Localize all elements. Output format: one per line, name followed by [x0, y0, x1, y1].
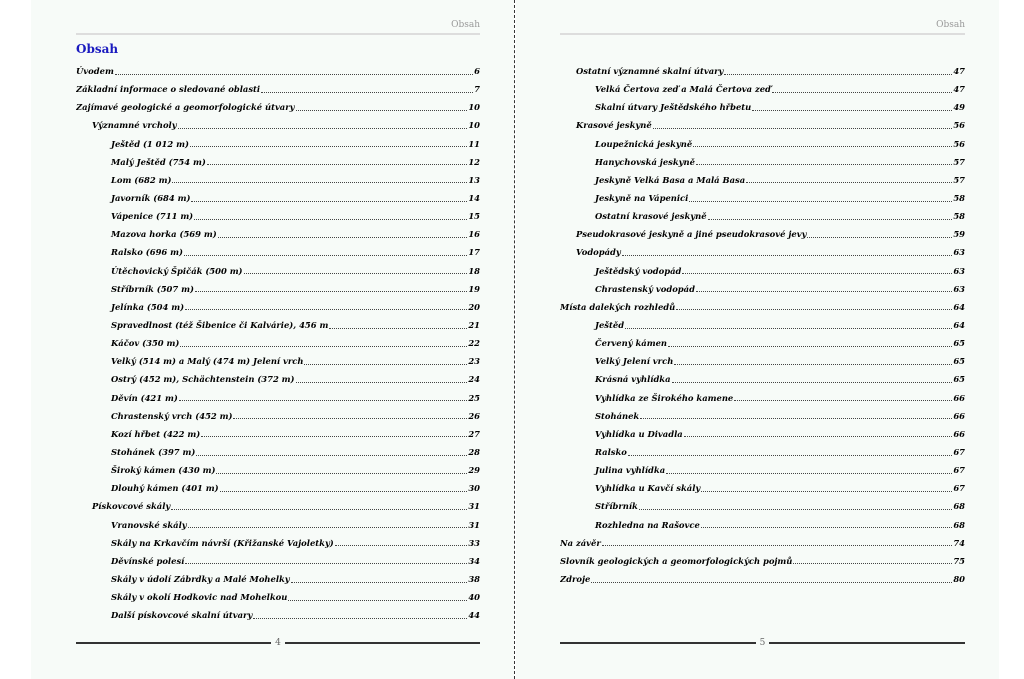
toc-entry-title: Skály v okolí Hodkovic nad Mohelkou [111, 592, 288, 603]
footer-rule [285, 642, 480, 644]
dot-leader [216, 473, 467, 474]
toc-entry[interactable] [76, 316, 480, 334]
toc-entry[interactable] [76, 280, 480, 298]
toc-entry[interactable] [560, 316, 965, 334]
toc-entry-title: Stohánek [595, 410, 640, 421]
toc-entry-page: 21 [468, 320, 480, 331]
toc-entry-page: 27 [468, 428, 480, 439]
toc-entry[interactable] [76, 171, 480, 189]
dot-leader [179, 400, 468, 401]
dot-leader [653, 128, 953, 129]
dot-leader [701, 491, 952, 492]
toc-entry[interactable] [560, 98, 965, 116]
dot-leader [296, 110, 468, 111]
toc-entry[interactable] [76, 443, 480, 461]
toc-entry-page: 68 [953, 519, 965, 530]
toc-entry-page: 6 [474, 66, 480, 77]
toc-entry[interactable] [560, 153, 965, 171]
dot-leader [261, 92, 473, 93]
dot-leader [201, 436, 467, 437]
toc-list [76, 62, 480, 624]
dot-leader [288, 600, 467, 601]
toc-entry-page: 24 [468, 374, 480, 385]
dot-leader [602, 545, 953, 546]
toc-entry-title: Ostatní krasové jeskyně [595, 211, 707, 222]
toc-entry[interactable] [560, 62, 965, 80]
toc-entry-page: 68 [953, 501, 965, 512]
toc-entry[interactable] [560, 80, 965, 98]
toc-entry-page: 56 [953, 138, 965, 149]
toc-entry-page: 44 [468, 610, 480, 621]
toc-entry-title: Vyhlídka u Kavčí skály [595, 483, 701, 494]
toc-entry-title: Ralsko [595, 447, 627, 458]
dot-leader [682, 273, 952, 274]
dot-leader [296, 382, 468, 383]
toc-entry-page: 40 [468, 592, 480, 603]
footer-rule [76, 642, 271, 644]
toc-entry-page: 65 [953, 338, 965, 349]
toc-entry-page: 34 [468, 555, 480, 566]
toc-entry-title: Slovník geologických a geomorfologických pojmů [560, 555, 793, 566]
toc-entry[interactable] [76, 461, 480, 479]
toc-entry-title: Chrastenský vrch (452 m) [111, 410, 233, 421]
dot-leader [220, 491, 468, 492]
toc-entry[interactable] [76, 534, 480, 552]
dot-leader [178, 128, 468, 129]
toc-entry[interactable] [76, 80, 480, 98]
toc-entry-title: Vodopády [576, 247, 621, 258]
dot-leader [684, 436, 953, 437]
toc-entry-page: 57 [953, 156, 965, 167]
toc-entry[interactable] [560, 516, 965, 534]
toc-entry[interactable] [560, 116, 965, 134]
dot-leader [640, 418, 952, 419]
toc-entry-title: Ještěd [595, 320, 625, 331]
toc-entry-title: Mazova horka (569 m) [111, 229, 217, 240]
toc-entry-page: 58 [953, 193, 965, 204]
dot-leader [672, 382, 953, 383]
toc-entry-title: Ještědský vodopád [595, 265, 682, 276]
toc-entry-title: Krasové jeskyně [576, 120, 652, 131]
toc-entry-page: 65 [953, 356, 965, 367]
toc-entry-page: 58 [953, 211, 965, 222]
toc-entry-title: Skály v údolí Zábrdky a Malé Mohelky [111, 574, 290, 584]
dot-leader [195, 291, 467, 292]
toc-entry-title: Ostrý (452 m), Schächtenstein (372 m) [111, 374, 295, 385]
toc-entry[interactable] [560, 370, 965, 388]
toc-entry-title: Velký (514 m) a Malý (474 m) Jelení vrch [111, 356, 304, 367]
toc-entry[interactable] [76, 243, 480, 261]
toc-entry-title: Vápenice (711 m) [111, 211, 194, 222]
toc-list [560, 62, 965, 588]
toc-entry-page: 10 [468, 102, 480, 113]
dot-leader [772, 92, 952, 93]
toc-entry[interactable] [560, 497, 965, 515]
toc-entry[interactable] [76, 606, 480, 624]
toc-entry-page: 13 [468, 174, 480, 185]
toc-entry[interactable] [76, 207, 480, 225]
dot-leader [591, 582, 952, 583]
toc-entry-page: 75 [953, 555, 965, 566]
toc-entry-title: Hanychovská jeskyně [595, 156, 695, 167]
toc-entry[interactable] [76, 425, 480, 443]
toc-entry-page: 63 [953, 247, 965, 258]
page-number: 4 [275, 638, 281, 648]
dot-leader [666, 473, 952, 474]
toc-entry-title: Loupežnická jeskyně [595, 138, 693, 149]
toc-entry-title: Široký kámen (430 m) [111, 465, 216, 476]
toc-entry-title: Rozhledna na Rašovce [595, 519, 700, 530]
dot-leader [696, 291, 952, 292]
toc-entry[interactable] [560, 479, 965, 497]
toc-entry-title: Lom (682 m) [111, 174, 172, 185]
toc-entry-page: 20 [468, 301, 480, 312]
toc-entry-page: 63 [953, 283, 965, 294]
dot-leader [115, 74, 473, 75]
dot-leader [172, 182, 467, 183]
toc-entry-page: 66 [953, 428, 965, 439]
dot-leader [171, 509, 467, 510]
toc-entry[interactable] [76, 552, 480, 570]
toc-entry-page: 15 [468, 211, 480, 222]
dot-leader [622, 255, 953, 256]
dot-leader [676, 309, 952, 310]
toc-entry[interactable] [76, 262, 480, 280]
dot-leader [329, 328, 467, 329]
toc-entry[interactable] [76, 62, 480, 80]
page-footer [76, 637, 480, 649]
toc-entry-page: 17 [468, 247, 480, 258]
toc-entry-page: 56 [953, 120, 965, 131]
toc-entry[interactable] [76, 407, 480, 425]
toc-entry[interactable] [560, 443, 965, 461]
dot-leader [304, 364, 467, 365]
toc-entry-title: Vyhlídka ze Širokého kamene [595, 392, 734, 403]
toc-entry-title: Javorník (684 m) [111, 193, 191, 204]
toc-entry-page: 22 [468, 338, 480, 349]
toc-entry-page: 10 [468, 120, 480, 131]
toc-entry-page: 31 [468, 519, 480, 530]
dot-leader [244, 273, 468, 274]
toc-entry-page: 38 [468, 574, 480, 584]
toc-heading: Obsah [76, 42, 119, 56]
toc-entry-title: Děvín (421 m) [111, 392, 178, 403]
dot-leader [233, 418, 467, 419]
toc-entry-page: 47 [953, 66, 965, 77]
toc-entry[interactable] [560, 425, 965, 443]
dot-leader [639, 509, 952, 510]
toc-entry-page: 64 [953, 320, 965, 331]
dot-leader [674, 364, 952, 365]
toc-entry[interactable] [560, 570, 965, 588]
toc-entry-title: Spravedlnost (též Šibenice či Kalvárie), 456 m [111, 320, 329, 331]
page-divider [514, 0, 515, 679]
dot-leader [752, 110, 952, 111]
toc-entry-page: 14 [468, 193, 480, 204]
toc-entry[interactable] [76, 116, 480, 134]
toc-entry-title: Jelínka (504 m) [111, 301, 185, 312]
dot-leader [746, 182, 952, 183]
toc-entry-page: 65 [953, 374, 965, 385]
toc-entry-title: Skalní útvary Ještědského hřbetu [595, 102, 752, 113]
toc-entry[interactable] [560, 352, 965, 370]
page-number: 5 [759, 638, 766, 648]
toc-entry[interactable] [560, 135, 965, 153]
dot-leader [708, 219, 953, 220]
toc-entry-title: Ralsko (696 m) [111, 247, 183, 258]
running-header: Obsah [451, 20, 480, 30]
toc-entry-page: 63 [953, 265, 965, 276]
toc-entry[interactable] [76, 516, 480, 534]
toc-entry[interactable] [560, 534, 965, 552]
toc-entry-title: Na závěr [560, 537, 601, 548]
toc-entry-page: 11 [468, 138, 480, 149]
toc-entry-page: 80 [953, 574, 965, 584]
toc-entry[interactable] [76, 98, 480, 116]
dot-leader [335, 545, 468, 546]
toc-entry-page: 66 [953, 410, 965, 421]
dot-leader [196, 455, 467, 456]
dot-leader [188, 527, 468, 528]
dot-leader [807, 237, 952, 238]
toc-entry[interactable] [560, 171, 965, 189]
toc-entry-title: Červený kámen [595, 338, 667, 349]
toc-entry-title: Káčov (350 m) [111, 338, 180, 349]
toc-entry-title: Krásná vyhlídka [595, 374, 671, 385]
dot-leader [291, 582, 468, 583]
left-page [31, 0, 514, 679]
dot-leader [184, 255, 467, 256]
toc-entry-title: Místa dalekých rozhledů [560, 301, 676, 312]
dot-leader [191, 201, 467, 202]
toc-entry-page: 30 [468, 483, 480, 494]
dot-leader [180, 346, 467, 347]
toc-entry-page: 19 [468, 283, 480, 294]
toc-entry[interactable] [560, 225, 965, 243]
toc-entry-page: 12 [468, 156, 480, 167]
dot-leader [625, 328, 952, 329]
toc-entry-title: Pískovcové skály [92, 501, 171, 512]
toc-entry[interactable] [560, 298, 965, 316]
dot-leader [668, 346, 952, 347]
toc-entry[interactable] [560, 207, 965, 225]
toc-entry-page: 29 [468, 465, 480, 476]
toc-entry-title: Ostatní významné skalní útvary [576, 66, 724, 77]
toc-entry-page: 26 [468, 410, 480, 421]
toc-entry-page: 28 [468, 447, 480, 458]
toc-entry[interactable] [76, 298, 480, 316]
toc-entry-title: Základní informace o sledované oblasti [76, 84, 261, 95]
toc-entry-page: 67 [953, 465, 965, 476]
footer-rule [769, 642, 965, 644]
dot-leader [253, 618, 467, 619]
footer-rule [560, 642, 756, 644]
toc-entry[interactable] [560, 552, 965, 570]
dot-leader [194, 219, 467, 220]
toc-entry-title: Dlouhý kámen (401 m) [111, 483, 219, 494]
toc-entry-title: Stříbrník (507 m) [111, 283, 194, 294]
toc-entry-title: Vyhlídka u Divadla [595, 428, 683, 439]
toc-entry-page: 49 [953, 102, 965, 113]
toc-entry[interactable] [76, 588, 480, 606]
dot-leader [185, 309, 467, 310]
dot-leader [696, 164, 952, 165]
toc-entry-title: Ještěd (1 012 m) [111, 138, 189, 149]
toc-entry-page: 57 [953, 174, 965, 185]
toc-entry-page: 64 [953, 301, 965, 312]
toc-entry-title: Útěchovický Špičák (500 m) [111, 265, 243, 276]
dot-leader [693, 146, 952, 147]
toc-entry-page: 25 [468, 392, 480, 403]
dot-leader [793, 563, 952, 564]
dot-leader [724, 74, 952, 75]
toc-entry-page: 23 [468, 356, 480, 367]
toc-entry-title: Vranovské skály [111, 519, 187, 530]
dot-leader [185, 563, 467, 564]
toc-entry-title: Úvodem [76, 66, 114, 77]
toc-entry-title: Velký Jelení vrch [595, 356, 674, 367]
dot-leader [218, 237, 468, 238]
toc-entry[interactable] [560, 262, 965, 280]
toc-entry-title: Velká Čertova zeď a Malá Čertova zeď [595, 84, 771, 95]
toc-entry-title: Další pískovcové skalní útvary [111, 610, 253, 621]
toc-entry-title: Děvínské polesí [111, 555, 185, 566]
page-footer [560, 637, 965, 649]
toc-entry-title: Zajímavé geologické a geomorfologické útvary [76, 102, 295, 113]
toc-entry-title: Kozí hřbet (422 m) [111, 428, 201, 439]
toc-entry-title: Jeskyně Velká Basa a Malá Basa [595, 174, 746, 185]
toc-entry[interactable] [76, 225, 480, 243]
toc-entry-page: 7 [474, 84, 480, 95]
toc-entry[interactable] [76, 479, 480, 497]
toc-entry[interactable] [76, 153, 480, 171]
toc-entry-title: Jeskyně na Vápenici [595, 193, 689, 204]
toc-entry[interactable] [560, 189, 965, 207]
toc-entry[interactable] [76, 352, 480, 370]
dot-leader [207, 164, 468, 165]
toc-entry[interactable] [76, 389, 480, 407]
toc-entry[interactable] [76, 135, 480, 153]
toc-entry-page: 67 [953, 447, 965, 458]
header-rule [560, 33, 965, 35]
toc-entry[interactable] [76, 189, 480, 207]
toc-entry[interactable] [560, 461, 965, 479]
toc-entry-title: Stohánek (397 m) [111, 447, 196, 458]
toc-entry-page: 16 [468, 229, 480, 240]
toc-entry-title: Významné vrcholy [92, 120, 177, 131]
toc-entry[interactable] [560, 407, 965, 425]
toc-entry-page: 67 [953, 483, 965, 494]
right-page [516, 0, 999, 679]
toc-entry[interactable] [76, 497, 480, 515]
toc-entry[interactable] [560, 243, 965, 261]
dot-leader [701, 527, 953, 528]
toc-entry-page: 47 [953, 84, 965, 95]
header-rule [76, 33, 480, 35]
toc-entry-title: Zdroje [560, 574, 591, 584]
toc-entry[interactable] [76, 570, 480, 588]
toc-entry[interactable] [76, 334, 480, 352]
toc-entry-title: Stříbrník [595, 501, 638, 512]
toc-entry[interactable] [560, 334, 965, 352]
toc-entry-page: 31 [468, 501, 480, 512]
dot-leader [628, 455, 952, 456]
dot-leader [190, 146, 467, 147]
toc-entry-page: 59 [953, 229, 965, 240]
toc-entry-title: Skály na Krkavčím návrší (Křižanské Vajoletky) [111, 537, 334, 548]
toc-entry-title: Pseudokrasové jeskyně a jiné pseudokrasové jevy [576, 229, 807, 240]
toc-entry-page: 74 [953, 537, 965, 548]
toc-entry-title: Malý Ještěd (754 m) [111, 156, 206, 167]
dot-leader [689, 201, 952, 202]
toc-entry[interactable] [560, 389, 965, 407]
toc-entry-title: Julina vyhlídka [595, 465, 666, 476]
toc-entry-title: Chrastenský vodopád [595, 283, 695, 294]
toc-entry-page: 66 [953, 392, 965, 403]
toc-entry[interactable] [560, 280, 965, 298]
toc-entry[interactable] [76, 370, 480, 388]
toc-entry-page: 33 [468, 537, 480, 548]
toc-entry-page: 18 [468, 265, 480, 276]
running-header: Obsah [936, 20, 965, 30]
dot-leader [734, 400, 952, 401]
